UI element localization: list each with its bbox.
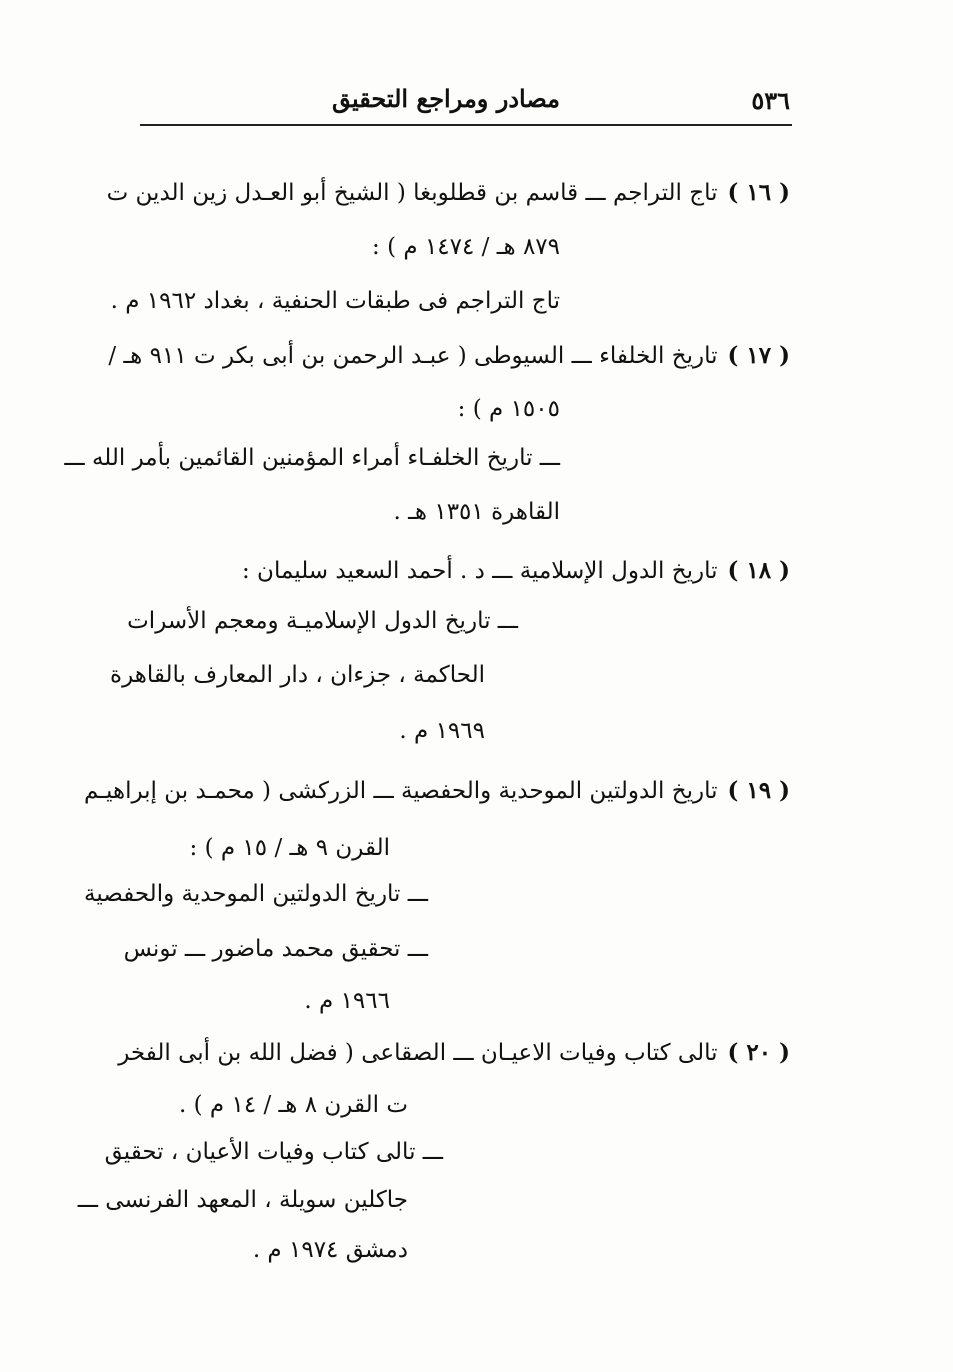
entry-20-title-line: تالى كتاب وفيات الاعيـان ـــ الصقاعى ( فضل الله بن أبى الفخر: [118, 1040, 718, 1066]
entry-16-line-3: تاج التراجم فى طبقات الحنفية ، بغداد ١٩٦٢ م .: [110, 288, 560, 314]
entry-20-number: ( ٢٠ ): [727, 1039, 790, 1066]
running-title: مصادر ومراجع التحقيق: [331, 84, 560, 113]
entry-20-line-1: [118, 1038, 790, 1068]
entry-16-line-1: [107, 178, 790, 208]
entry-19-line-3: ـــ تاريخ الدولتين الموحدية والحفصية: [83, 881, 428, 907]
entry-18-line-1: [242, 556, 790, 586]
page-header: [140, 82, 790, 122]
entry-18-line-2: ـــ تاريخ الدول الإسلاميـة ومعجم الأسرات: [127, 608, 518, 634]
entry-18-title-line: تاريخ الدول الإسلامية ـــ د . أحمد السعيد سليمان :: [242, 558, 718, 584]
entry-20-line-4: جاكلين سويلة ، المعهد الفرنسى ـــ: [77, 1187, 408, 1213]
entry-17-title-line: تاريخ الخلفاء ـــ السيوطى ( عبـد الرحمن بن أبى بكر ت ٩١١ هـ /: [108, 343, 718, 369]
header-divider: [140, 124, 792, 126]
entry-18-line-4: ١٩٦٩ م .: [399, 718, 485, 744]
page-number: ٥٣٦: [751, 86, 790, 115]
entry-17-line-2: ١٥٠٥ م ) :: [457, 396, 560, 422]
entry-18-number: ( ١٨ ): [727, 557, 790, 584]
entry-17-number: ( ١٧ ): [727, 342, 790, 369]
entry-18-line-3: الحاكمة ، جزءان ، دار المعارف بالقاهرة: [110, 662, 485, 688]
entry-19-title-line: تاريخ الدولتين الموحدية والحفصية ـــ الزركشى ( محمـد بن إبراهيـم: [83, 778, 718, 804]
entry-19-line-2: القرن ٩ هـ / ١٥ م ) :: [189, 835, 390, 861]
entry-19-line-4: ـــ تحقيق محمد ماضور ـــ تونس: [123, 936, 428, 962]
entry-16-number: ( ١٦ ): [727, 179, 790, 206]
entry-20-line-5: دمشق ١٩٧٤ م .: [252, 1237, 408, 1263]
entry-19-number: ( ١٩ ): [727, 777, 790, 804]
entry-19-line-5: ١٩٦٦ م .: [304, 988, 390, 1014]
entry-17-line-4: القاهرة ١٣٥١ هـ .: [393, 499, 560, 525]
entry-16-title-line: تاج التراجم ـــ قاسم بن قطلوبغا ( الشيخ أبو العـدل زين الدين ت: [106, 180, 718, 206]
entry-20-line-3: ـــ تالى كتاب وفيات الأعيان ، تحقيق: [104, 1139, 443, 1165]
entry-19-line-1: [84, 776, 790, 806]
entry-16-line-2: ٨٧٩ هـ / ١٤٧٤ م ) :: [372, 234, 560, 260]
entry-17-line-1: [108, 341, 790, 371]
entry-17-line-3: ـــ تاريخ الخلفـاء أمراء المؤمنين القائمين بأمر الله ـــ: [64, 445, 560, 471]
entry-20-line-2: ت القرن ٨ هـ / ١٤ م ) .: [179, 1092, 408, 1118]
